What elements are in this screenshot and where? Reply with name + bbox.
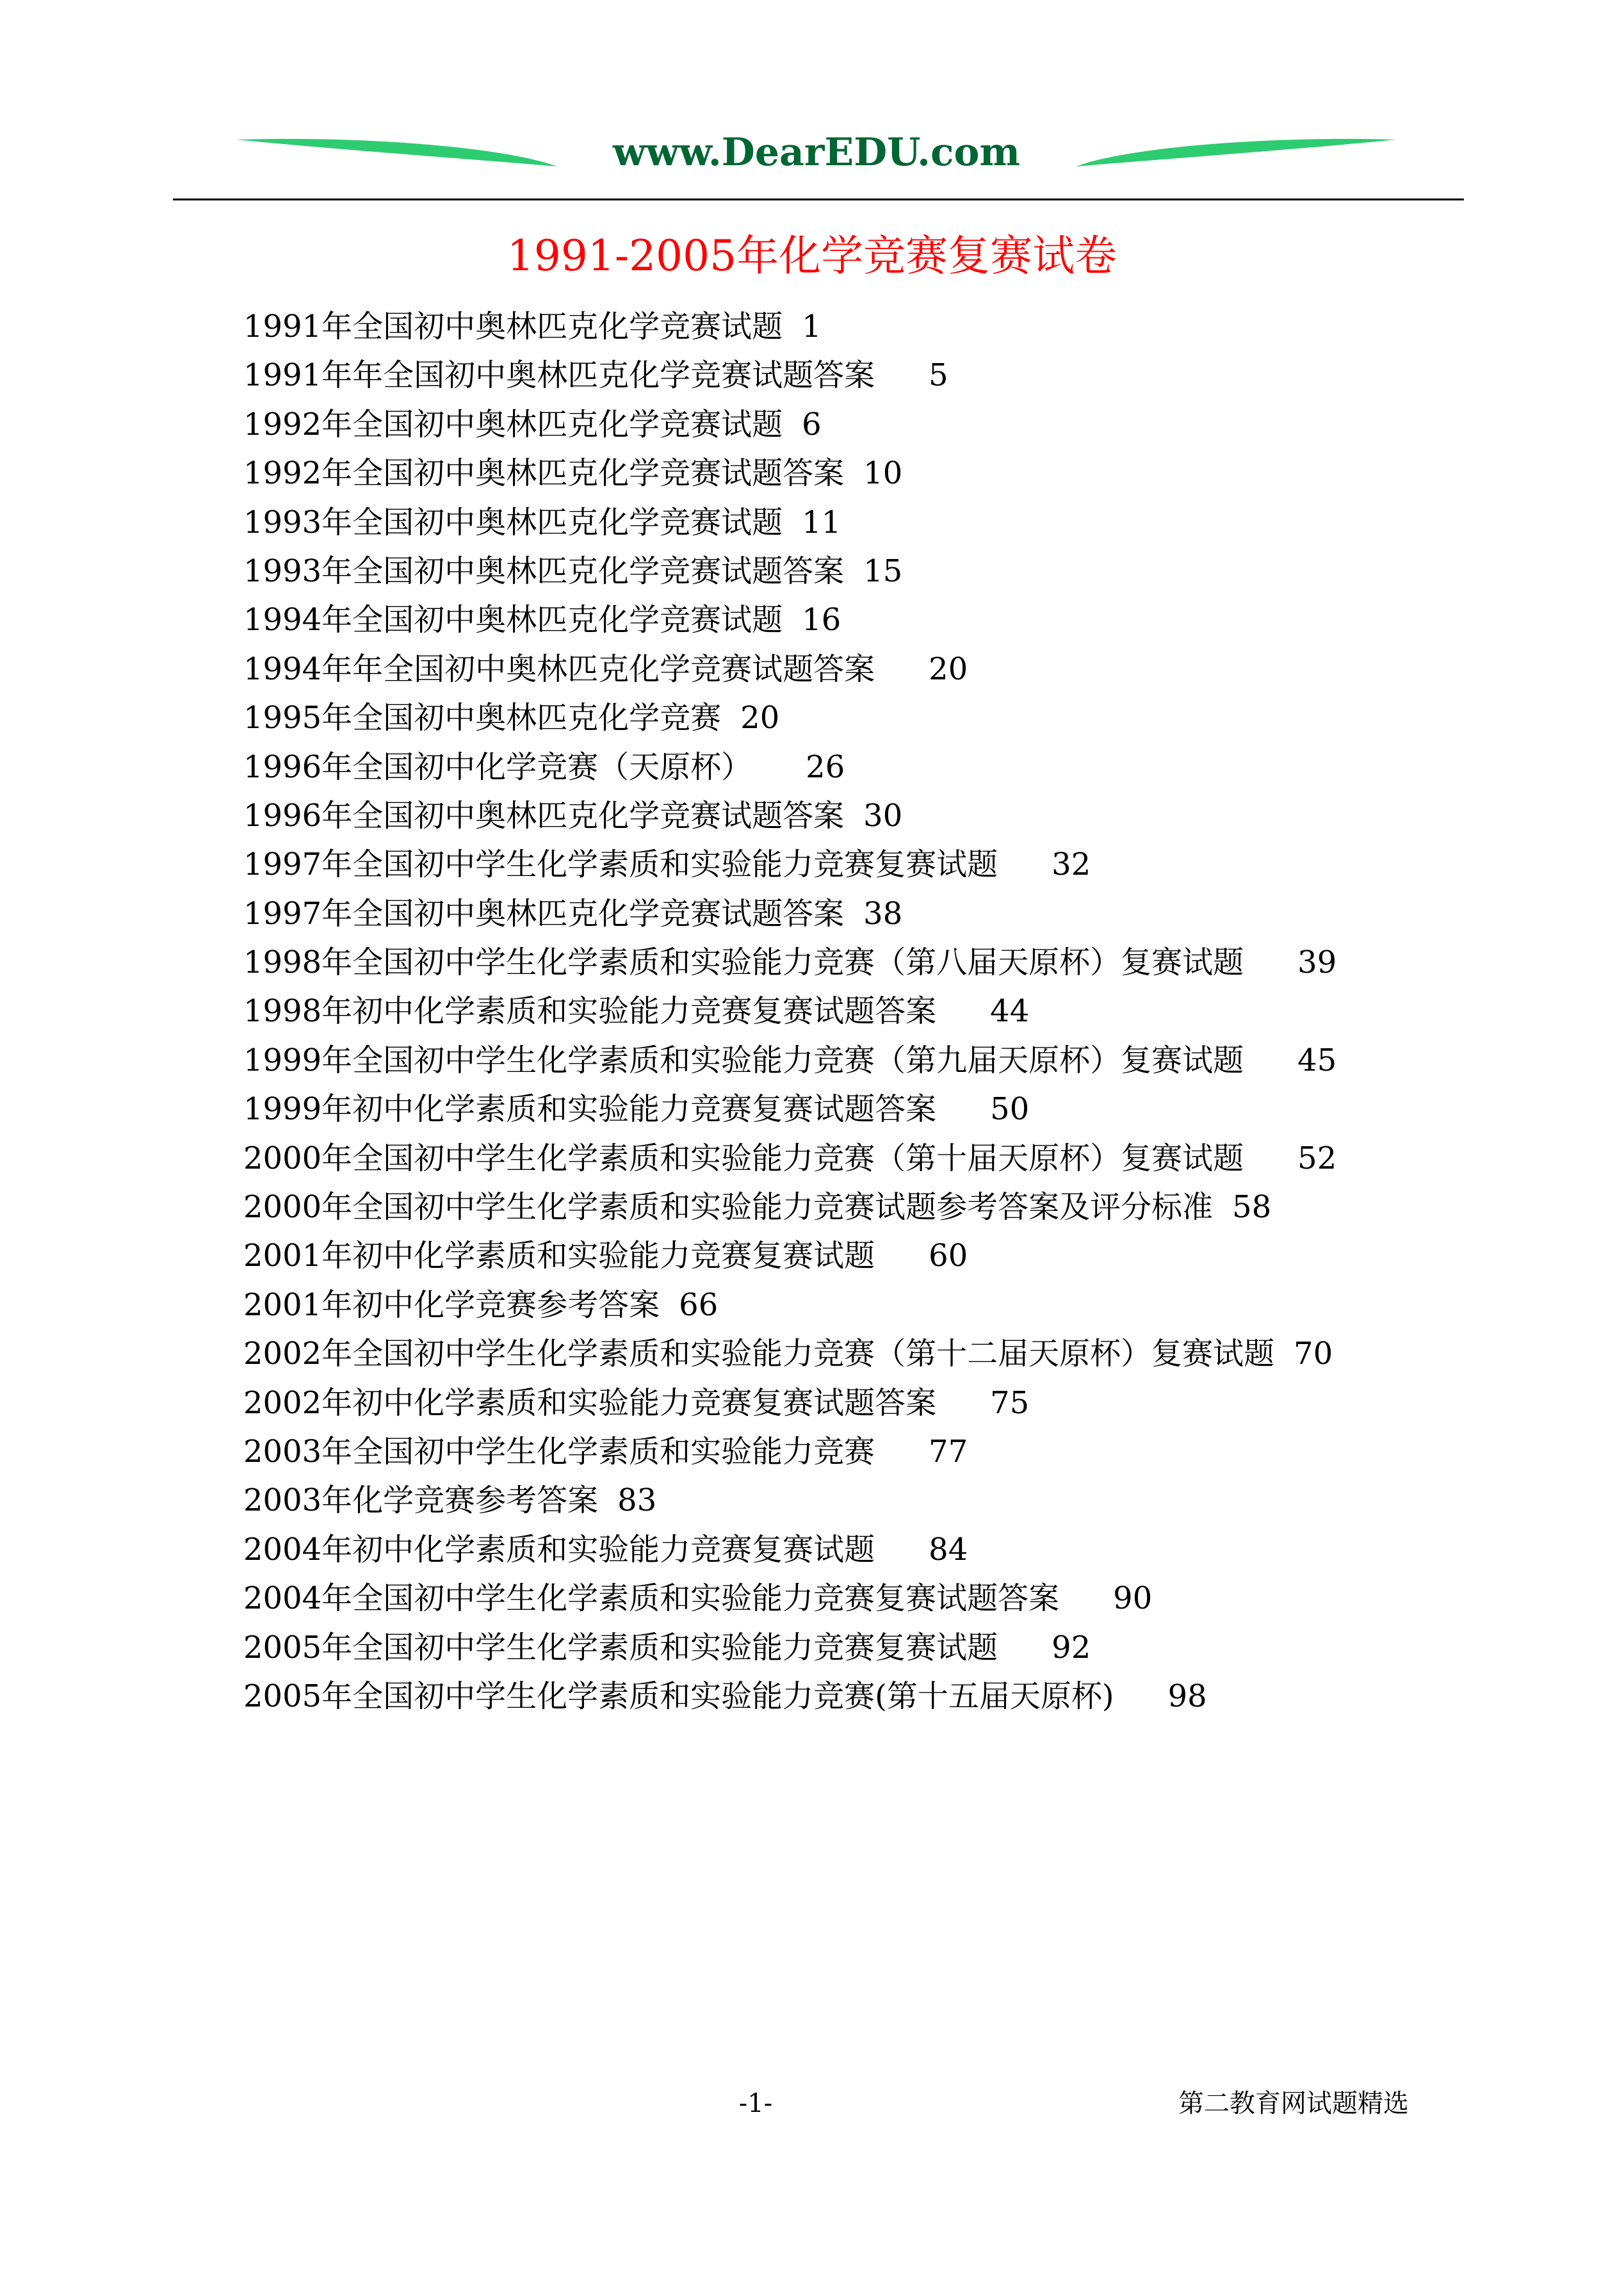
right-swoosh <box>1076 139 1396 166</box>
toc-entry[interactable] <box>243 1427 1460 1476</box>
toc-entry-title: 1994年全国初中奥林匹克化学竞赛试题 <box>243 602 783 638</box>
toc-entry-title: 1995年全国初中奥林匹克化学竞赛 <box>243 700 722 736</box>
toc-entry-title: 1997年全国初中奥林匹克化学竞赛试题答案 <box>243 895 845 932</box>
document-title: 1991-2005年化学竞赛复赛试卷 <box>507 231 1117 280</box>
toc-entry[interactable] <box>243 987 1460 1035</box>
toc-entry[interactable] <box>243 1036 1460 1085</box>
left-swoosh <box>237 139 557 166</box>
toc-entry-title: 2001年初中化学素质和实验能力竞赛复赛试题 <box>243 1238 875 1274</box>
toc-entry-page: 44 <box>990 993 1030 1030</box>
toc-entry-title: 2005年全国初中学生化学素质和实验能力竞赛(第十五届天原杯) <box>243 1678 1114 1714</box>
toc-entry-title: 1998年初中化学素质和实验能力竞赛复赛试题答案 <box>243 993 937 1030</box>
toc-entry-page: 60 <box>929 1238 968 1274</box>
toc-entry-page: 98 <box>1167 1678 1207 1714</box>
toc-entry-title: 1999年全国初中学生化学素质和实验能力竞赛（第九届天原杯）复赛试题 <box>243 1042 1244 1078</box>
toc-entry-title: 2005年全国初中学生化学素质和实验能力竞赛复赛试题 <box>243 1629 998 1666</box>
toc-entry[interactable] <box>243 400 1460 449</box>
toc-entry[interactable] <box>243 596 1460 644</box>
toc-entry[interactable] <box>243 498 1460 547</box>
toc-entry[interactable] <box>243 547 1460 596</box>
site-name: www.DearEDU.com <box>612 130 1021 175</box>
toc-entry[interactable] <box>243 1281 1460 1329</box>
toc-entry[interactable] <box>243 1672 1460 1721</box>
footer-source: 第二教育网试题精选 <box>1178 2089 1409 2118</box>
toc-entry-page: 77 <box>929 1433 968 1470</box>
toc-entry-title: 1997年全国初中学生化学素质和实验能力竞赛复赛试题 <box>243 847 998 883</box>
toc-entry-page: 66 <box>679 1286 719 1323</box>
toc-entry[interactable] <box>243 1183 1460 1231</box>
page-number: -1- <box>738 2089 773 2118</box>
toc-entry-title: 1992年全国初中奥林匹克化学竞赛试题 <box>243 406 783 442</box>
toc-entry[interactable] <box>243 1379 1460 1427</box>
toc-entry-page: 30 <box>863 797 903 834</box>
toc-entry-page: 38 <box>863 895 903 932</box>
toc-entry[interactable] <box>243 889 1460 938</box>
toc-entry[interactable] <box>243 791 1460 840</box>
toc-entry-title: 2000年全国初中学生化学素质和实验能力竞赛试题参考答案及评分标准 <box>243 1189 1214 1226</box>
toc-entry-title: 2002年初中化学素质和实验能力竞赛复赛试题答案 <box>243 1384 937 1421</box>
header-rule <box>173 199 1464 200</box>
toc-entry[interactable] <box>243 693 1460 742</box>
toc-entry[interactable] <box>243 743 1460 791</box>
toc-entry-title: 2002年全国初中学生化学素质和实验能力竞赛（第十二届天原杯）复赛试题 <box>243 1336 1275 1372</box>
toc-entry-page: 39 <box>1297 945 1337 981</box>
toc-entry[interactable] <box>243 840 1460 889</box>
toc-entry-title: 2003年全国初中学生化学素质和实验能力竞赛 <box>243 1433 875 1470</box>
toc-entry-page: 15 <box>863 553 903 589</box>
toc-entry-page: 83 <box>617 1482 657 1519</box>
toc-entry[interactable] <box>243 1329 1460 1378</box>
toc-entry[interactable] <box>243 302 1460 351</box>
toc-entry-page: 16 <box>802 602 841 638</box>
toc-entry-title: 1991年全国初中奥林匹克化学竞赛试题 <box>243 309 783 345</box>
toc-entry-page: 90 <box>1113 1580 1153 1617</box>
toc-entry-title: 1993年全国初中奥林匹克化学竞赛试题答案 <box>243 553 845 589</box>
toc-entry[interactable] <box>243 1574 1460 1623</box>
site-banner <box>237 122 1396 179</box>
toc-entry-title: 1993年全国初中奥林匹克化学竞赛试题 <box>243 504 783 540</box>
toc-entry-page: 11 <box>802 504 841 540</box>
toc-entry-title: 1996年全国初中奥林匹克化学竞赛试题答案 <box>243 797 845 834</box>
toc-entry[interactable] <box>243 1134 1460 1183</box>
toc-entry-page: 70 <box>1294 1336 1333 1372</box>
toc-entry-title: 2001年初中化学竞赛参考答案 <box>243 1286 660 1323</box>
toc-entry[interactable] <box>243 449 1460 498</box>
toc-entry-page: 52 <box>1297 1140 1337 1176</box>
toc-entry-page: 20 <box>929 651 968 687</box>
toc-entry-title: 2003年化学竞赛参考答案 <box>243 1482 599 1519</box>
toc-entry[interactable] <box>243 1231 1460 1280</box>
toc-entry-page: 45 <box>1297 1042 1337 1078</box>
toc-entry[interactable] <box>243 938 1460 987</box>
toc-entry-title: 1992年全国初中奥林匹克化学竞赛试题答案 <box>243 455 845 492</box>
toc-entry[interactable] <box>243 1525 1460 1574</box>
toc-entry[interactable] <box>243 351 1460 400</box>
toc-entry-page: 32 <box>1052 847 1091 883</box>
toc-entry[interactable] <box>243 1085 1460 1133</box>
toc-entry-page: 84 <box>929 1531 968 1568</box>
table-of-contents <box>243 302 1460 1721</box>
toc-entry-title: 2000年全国初中学生化学素质和实验能力竞赛（第十届天原杯）复赛试题 <box>243 1140 1244 1176</box>
toc-entry-page: 5 <box>929 357 948 394</box>
toc-entry-page: 10 <box>863 455 903 492</box>
toc-entry[interactable] <box>243 645 1460 693</box>
toc-entry-page: 75 <box>990 1384 1030 1421</box>
toc-entry-title: 1994年年全国初中奥林匹克化学竞赛试题答案 <box>243 651 875 687</box>
banner-swoosh-graphic <box>237 122 1396 179</box>
toc-entry-page: 1 <box>802 309 822 345</box>
toc-entry-page: 26 <box>806 749 845 785</box>
toc-entry-title: 1996年全国初中化学竞赛（天原杯） <box>243 749 752 785</box>
toc-entry-title: 1999年初中化学素质和实验能力竞赛复赛试题答案 <box>243 1091 937 1128</box>
toc-entry-page: 6 <box>802 406 822 442</box>
toc-entry-title: 1991年年全国初中奥林匹克化学竞赛试题答案 <box>243 357 875 394</box>
toc-entry[interactable] <box>243 1476 1460 1525</box>
toc-entry-title: 2004年全国初中学生化学素质和实验能力竞赛复赛试题答案 <box>243 1580 1060 1617</box>
toc-entry-page: 58 <box>1232 1189 1272 1226</box>
toc-entry-title: 1998年全国初中学生化学素质和实验能力竞赛（第八届天原杯）复赛试题 <box>243 945 1244 981</box>
toc-entry-page: 50 <box>990 1091 1030 1128</box>
toc-entry-title: 2004年初中化学素质和实验能力竞赛复赛试题 <box>243 1531 875 1568</box>
toc-entry-page: 20 <box>740 700 780 736</box>
toc-entry[interactable] <box>243 1623 1460 1672</box>
toc-entry-page: 92 <box>1052 1629 1091 1666</box>
